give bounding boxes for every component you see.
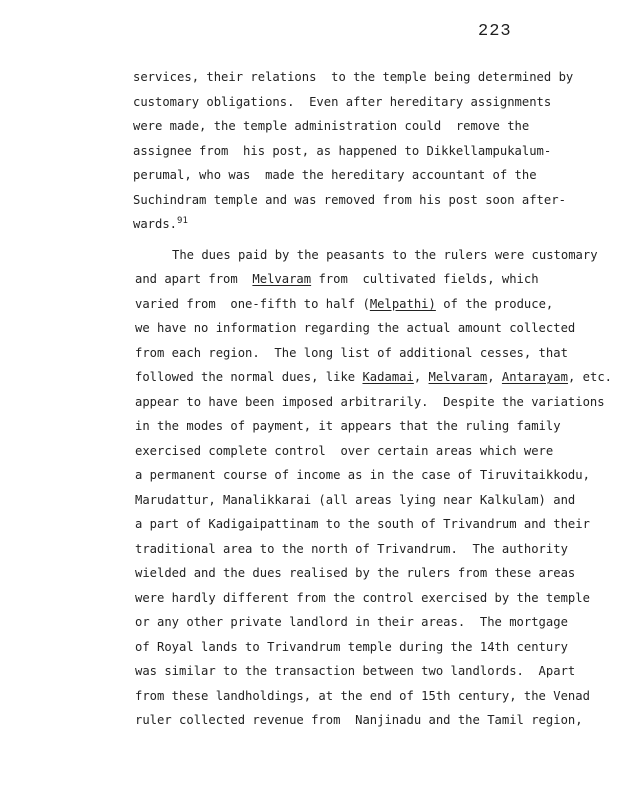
text-line [135,297,553,311]
text-line: of Royal lands to Trivandrum temple during the 14th century [135,640,568,654]
text-line: assignee from his post, as happened to Dikkellampukalum- [133,144,552,158]
footnote-reference: 91 [177,216,188,226]
text-fragment: , [413,370,429,384]
text-line: services, their relations to the temple being determined by [133,70,574,84]
text-line: exercised complete control over certain areas which were [135,444,554,458]
text-line [135,272,539,286]
text-fragment: , etc. [567,370,612,384]
text-fragment: of the produce, [435,297,554,311]
term-antarayam: Antarayam [501,370,568,384]
text-line: a permanent course of income as in the case of Tiruvitaikkodu, [135,468,590,482]
text-line: a part of Kadigaipattinam to the south of Trivandrum and their [135,517,590,531]
text-line: in the modes of payment, it appears that the ruling family [135,419,561,433]
text-line: were hardly different from the control exercised by the temple [135,591,590,605]
text-line: appear to have been imposed arbitrarily. Despite the variations [135,395,605,409]
text-line: was similar to the transaction between two landlords. Apart [135,664,576,678]
term-melvaram: Melvaram [252,272,312,286]
text-line: were made, the temple administration could remove the [133,119,530,133]
term-melpathi: Melpathi) [369,297,436,311]
text-line: from these landholdings, at the end of 15th century, the Venad [135,689,590,703]
text-line: from each region. The long list of additional cesses, that [135,346,568,360]
page-number: 223 [478,22,512,41]
text-line: The dues paid by the peasants to the rulers were customary [172,248,598,262]
text-line [135,370,612,384]
text-line: we have no information regarding the actual amount collected [135,321,576,335]
text-fragment: varied from one-fifth to half ( [135,297,370,311]
text-line: Suchindram temple and was removed from his post soon after- [133,193,566,207]
text-line [133,217,188,231]
text-line: Marudattur, Manalikkarai (all areas lying near Kalkulam) and [135,493,576,507]
text-line: wielded and the dues realised by the rulers from these areas [135,566,576,580]
text-line: traditional area to the north of Trivandrum. The authority [135,542,568,556]
text-line: perumal, who was made the hereditary accountant of the [133,168,537,182]
text-fragment: wards. [133,217,178,231]
text-fragment: and apart from [135,272,253,286]
term-kadamai: Kadamai [362,370,414,384]
text-line: customary obligations. Even after hereditary assignments [133,95,552,109]
text-line: ruler collected revenue from Nanjinadu and the Tamil region, [135,713,583,727]
text-fragment: followed the normal dues, like [135,370,363,384]
text-fragment: from cultivated fields, which [311,272,539,286]
text-line: or any other private landlord in their areas. The mortgage [135,615,568,629]
term-melvaram: Melvaram [428,370,488,384]
text-fragment: , [487,370,502,384]
